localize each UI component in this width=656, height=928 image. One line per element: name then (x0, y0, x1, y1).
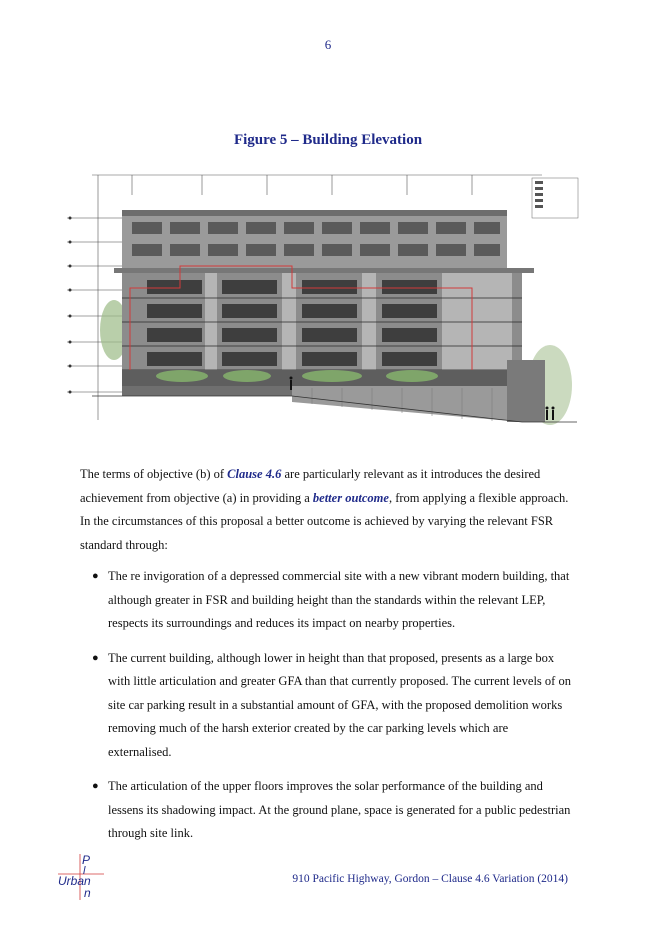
bullet-icon: ● (92, 651, 99, 664)
logo-letter: P (82, 853, 91, 867)
list-item (92, 565, 572, 636)
bullet-icon: ● (92, 780, 99, 792)
objective-paragraph (80, 463, 580, 557)
clause-reference: Clause 4.6 (227, 467, 282, 481)
building-elevation-drawing (62, 170, 582, 440)
urban-plan-logo (56, 852, 106, 902)
bullet-text: The articulation of the upper floors improves the solar performance of the building and lessens its shadowing impact. At the ground plane, space is generated for a public pedestrian through site link. (108, 779, 571, 840)
paragraph-text-3: , from applying a flexible approach. In the circumstances of this proposal a better outcome is achieved by varying the relevant FSR standard through: (80, 490, 569, 552)
bullet-icon: ● (92, 570, 99, 582)
bullet-text: The re invigoration of a depressed commercial site with a new vibrant modern building, that although greater in FSR and building height than the standards within the relevant LEP, respects its surroundings and reduces its impact on nearby properties. (108, 569, 570, 630)
figure-title: Figure 5 – Building Elevation (233, 132, 423, 148)
list-item (92, 775, 572, 846)
paragraph-text-1: The terms of objective (b) of (80, 467, 228, 481)
outcome-bullet-list (92, 565, 572, 857)
logo-letter: n (84, 886, 91, 900)
footer-text: 910 Pacific Highway, Gordon – Clause 4.6 Variation (2014) (292, 873, 568, 885)
page-number: 6 (324, 37, 332, 52)
paragraph-text-2: are particularly relevant as it introduces the desired achievement from objective (a) in providing a (80, 467, 541, 505)
bullet-text: The current building, although lower in height than that proposed, presents as a large box with little articulation and greater GFA than that currently proposed. The current levels of on site car parking result in a substantial amount of GFA, with the proposed demolition works removing much of the harsh exterior created by the car parking levels which are externalised. (108, 650, 571, 759)
logo-letter: l (83, 865, 86, 877)
better-outcome-emphasis: better outcome (312, 490, 389, 505)
list-item (92, 647, 572, 765)
logo-word: Urban (58, 874, 91, 888)
